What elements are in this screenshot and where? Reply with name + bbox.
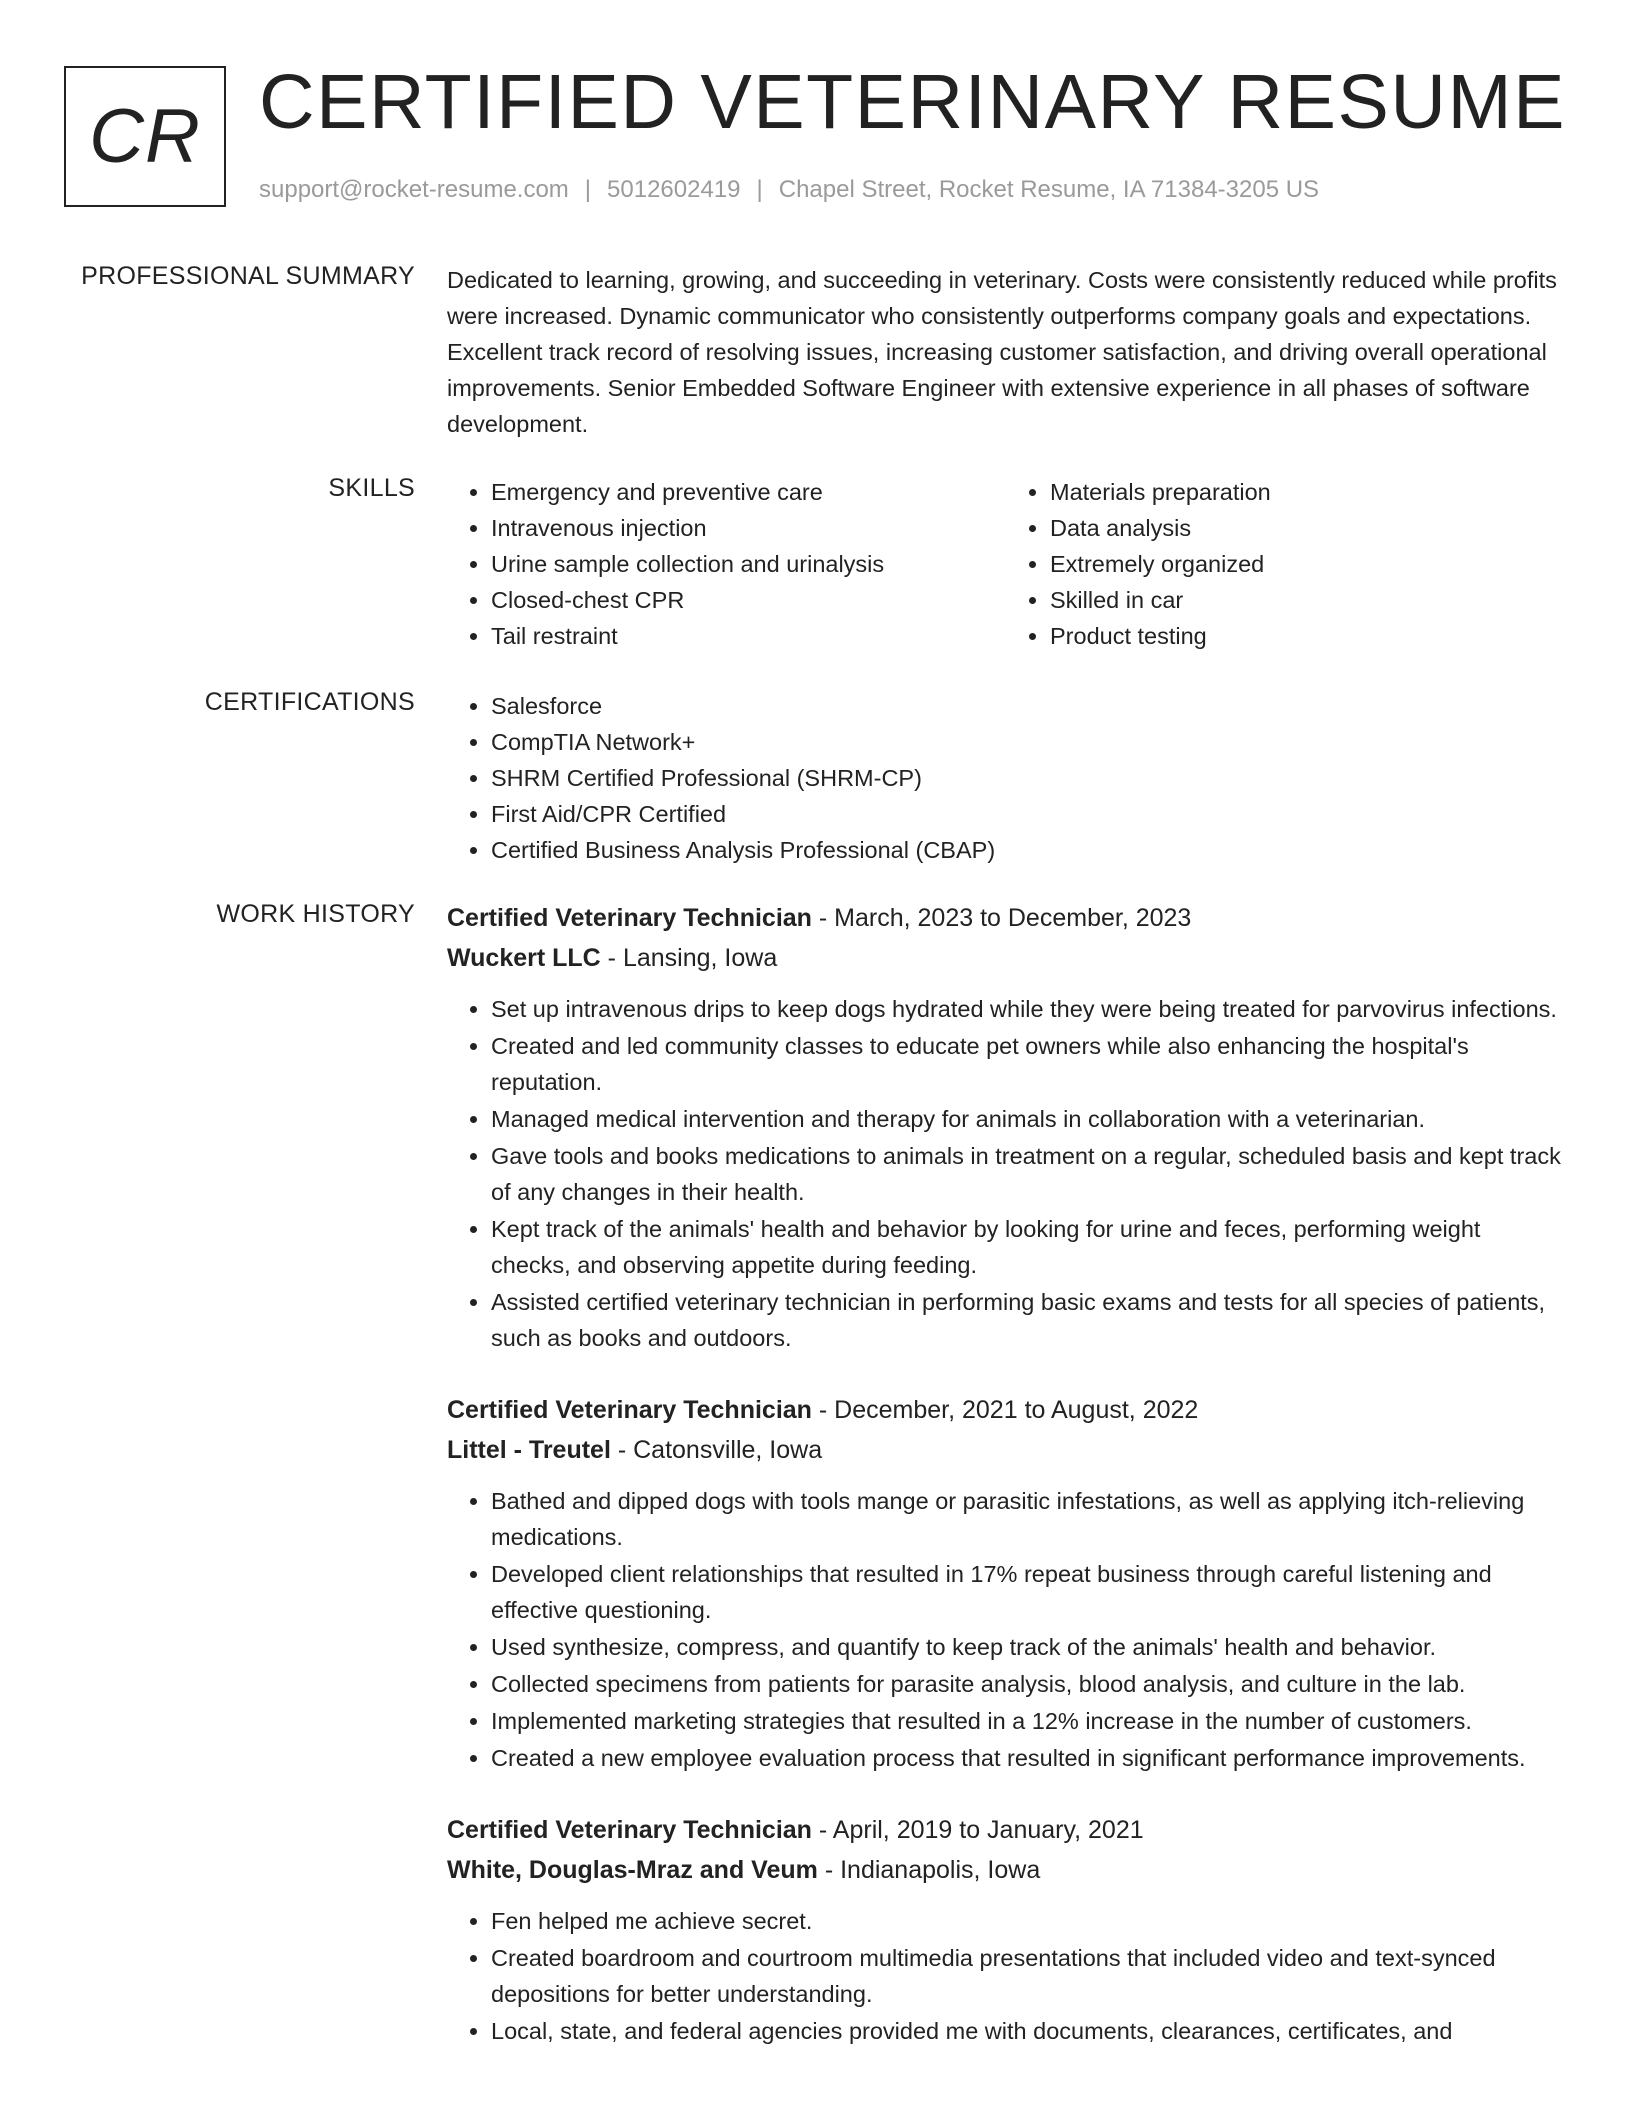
section-label-summary: PROFESSIONAL SUMMARY [81,262,415,290]
job-location: - Indianapolis, Iowa [817,1856,1041,1884]
skill-item: • Extremely organized [1050,546,1565,582]
job-bullet: • Bathed and dipped dogs with tools mange or parasitic infestations, as well as applying itch-relieving medications. [491,1483,1565,1555]
job-bullet: • Set up intravenous drips to keep dogs hydrated while they were being treated for parvovirus infections. [491,991,1565,1027]
job-title: Certified Veterinary Technician [447,904,812,932]
certifications-body [447,688,1565,868]
job-company: White, Douglas-Mraz and Veum [447,1856,818,1884]
skill-item: • Intravenous injection [491,510,1006,546]
job-bullet: • Fen helped me achieve secret. [491,1903,1565,1939]
job-bullet: • Created a new employee evaluation process that resulted in significant performance improvements. [491,1740,1565,1776]
job-bullets [447,991,1565,1356]
job-dates: - December, 2021 to August, 2022 [811,1396,1199,1424]
job-bullet: • Implemented marketing strategies that resulted in a 12% increase in the number of customers. [491,1703,1565,1739]
job-title-line [447,898,1565,938]
skill-item: • Emergency and preventive care [491,474,1006,510]
job-company: Wuckert LLC [447,944,601,972]
job-bullets [447,1483,1565,1776]
job-company-line [447,938,1565,978]
contact-phone[interactable]: 5012602419 [607,176,741,203]
skill-item: • Skilled in car [1050,582,1565,618]
skills-list-left [447,474,1006,654]
job-bullet: • Created and led community classes to educate pet owners while also enhancing the hospital's reputation. [491,1028,1565,1100]
certifications-list [447,688,1565,868]
skill-item: • Tail restraint [491,618,1006,654]
skill-item: • Closed-chest CPR [491,582,1006,618]
skill-item: • Product testing [1050,618,1565,654]
contact-address: Chapel Street, Rocket Resume, IA 71384-3205 US [778,176,1320,203]
job-bullet: • Used synthesize, compress, and quantify to keep track of the animals' health and behavior. [491,1629,1565,1665]
job-location: - Lansing, Iowa [600,944,778,972]
contact-separator: | [584,176,592,203]
job-dates: - March, 2023 to December, 2023 [811,904,1192,932]
skills-body [447,474,1565,654]
certification-item: • Salesforce [491,688,1565,724]
job-company-line [447,1430,1565,1470]
certification-item: • Certified Business Analysis Professional (CBAP) [491,832,1565,868]
job-title-line [447,1390,1565,1430]
resume-title: CERTIFIED VETERINARY RESUME [259,59,1566,145]
monogram-logo: CR [64,66,226,207]
job-bullet: • Collected specimens from patients for parasite analysis, blood analysis, and culture in the lab. [491,1666,1565,1702]
job-bullets [447,1903,1565,2049]
section-label-certifications: CERTIFICATIONS [204,688,415,716]
summary-body [447,262,1565,442]
certification-item: • CompTIA Network+ [491,724,1565,760]
job-bullet: • Assisted certified veterinary technician in performing basic exams and tests for all species of patients, such as books and outdoors. [491,1284,1565,1356]
job-bullet: • Gave tools and books medications to animals in treatment on a regular, scheduled basis and kept track of any changes in their health. [491,1138,1565,1210]
summary-text: Dedicated to learning, growing, and succeeding in veterinary. Costs were consistently reduced while profits were increased. Dynamic communicator who consistently outperforms company goals and expectations. Excellent track record of resolving issues, increasing customer satisfaction, and driving overall operational improvements. Senior Embedded Software Engineer with extensive experience in all phases of software development. [447,267,1557,437]
contact-separator: | [756,176,763,203]
job-company-line [447,1850,1565,1890]
skill-item: • Data analysis [1050,510,1565,546]
job-bullet: • Developed client relationships that resulted in 17% repeat business through careful listening and effective questioning. [491,1556,1565,1628]
job-title: Certified Veterinary Technician [447,1816,812,1844]
job-entry [447,1390,1565,1776]
skill-item: • Urine sample collection and urinalysis [491,546,1006,582]
certification-item: • First Aid/CPR Certified [491,796,1565,832]
job-bullet: • Managed medical intervention and therapy for animals in collaboration with a veterinarian. [491,1101,1565,1137]
job-entry [447,898,1565,1356]
job-bullet: • Kept track of the animals' health and behavior by looking for urine and feces, performing weight checks, and observing appetite during feeding. [491,1211,1565,1283]
job-bullet: • Created boardroom and courtroom multimedia presentations that included video and text-synced depositions for better understanding. [491,1940,1565,2012]
job-dates: - April, 2019 to January, 2021 [811,1816,1144,1844]
job-entry [447,1810,1565,2049]
work-history-body [447,898,1565,2083]
contact-email[interactable]: support@rocket-resume.com [259,176,569,203]
skills-list-right [1006,474,1565,654]
job-title-line [447,1810,1565,1850]
job-company: Littel - Treutel [447,1436,611,1464]
job-title: Certified Veterinary Technician [447,1396,812,1424]
skill-item: • Materials preparation [1050,474,1565,510]
section-label-skills: SKILLS [328,474,415,502]
contact-line [259,176,1319,204]
job-bullet: • Local, state, and federal agencies provided me with documents, clearances, certificates, and [491,2013,1565,2049]
job-location: - Catonsville, Iowa [610,1436,823,1464]
section-label-work-history: WORK HISTORY [216,900,415,928]
certification-item: • SHRM Certified Professional (SHRM-CP) [491,760,1565,796]
